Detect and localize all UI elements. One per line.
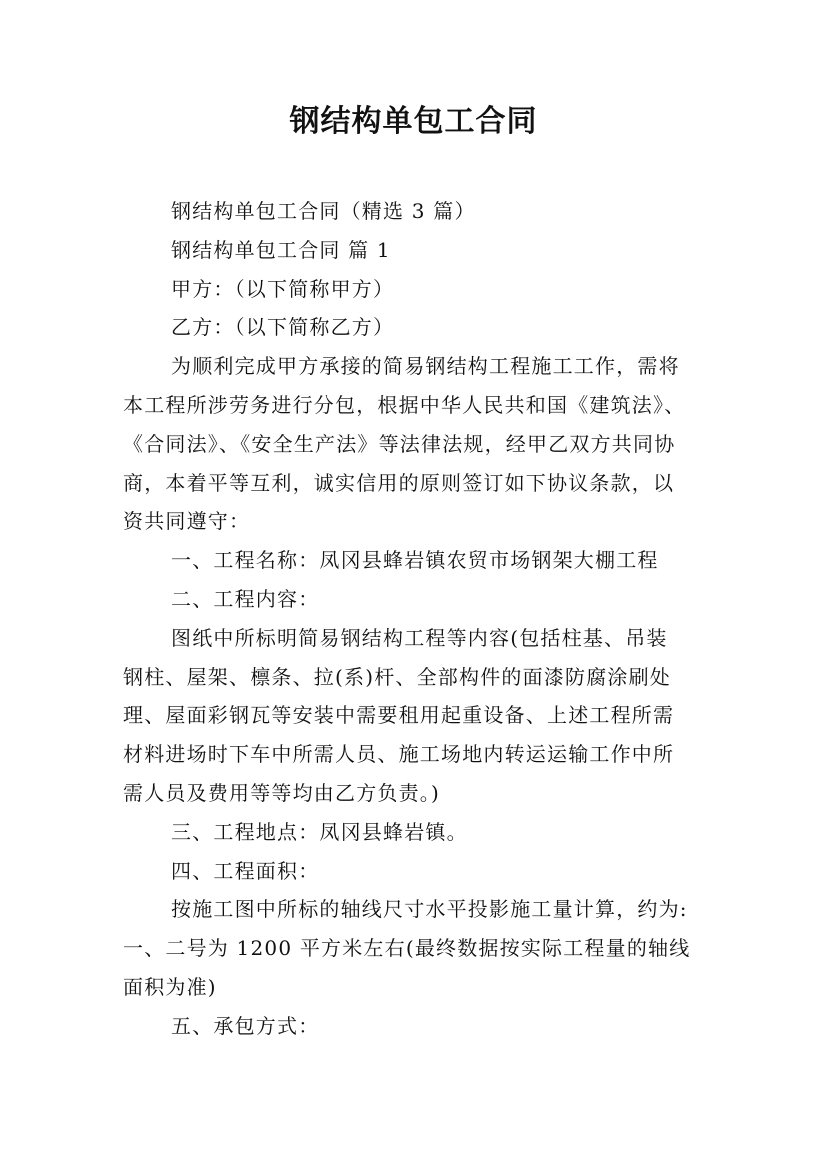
document-line: 二、工程内容： — [171, 586, 320, 611]
document-line: 材料进场时下车中所需人员、施工场地内转运运输工作中所 — [123, 742, 675, 767]
document-line: 钢结构单包工合同（精选 3 篇） — [171, 199, 476, 223]
document-line: 钢柱、屋架、檩条、拉(系)杆、全部构件的面漆防腐涂刷处 — [123, 664, 672, 689]
document-line: 四、工程面积： — [171, 858, 320, 883]
document-line: 按施工图中所标的轴线尺寸水平投影施工量计算，约为: — [171, 897, 688, 922]
document-title: 钢结构单包工合同 — [289, 104, 538, 139]
document-line: 为顺利完成甲方承接的简易钢结构工程施工工作，需将 — [171, 354, 680, 379]
document-line: 本工程所涉劳务进行分包，根据中华人民共和国《建筑法》、 — [123, 392, 686, 417]
document-body — [123, 192, 713, 1046]
document-line: 《合同法》、《安全生产法》等法律法规，经甲乙双方共同协 — [123, 431, 676, 456]
document-line: 商，本着平等互利，诚实信用的原则签订如下协议条款，以 — [123, 470, 675, 495]
document-line: 图纸中所标明简易钢结构工程等内容(包括柱基、吊装 — [171, 625, 668, 650]
document-line: 甲方：（以下简称甲方） — [171, 276, 395, 301]
document-line: 一、二号为 1200 平方米左右(最终数据按实际工程量的轴线 — [123, 936, 691, 961]
document-line: 面积为准) — [123, 974, 217, 999]
document-line: 乙方：（以下简称乙方） — [171, 315, 395, 340]
document-line: 理、屋面彩钢瓦等安装中需要租用起重设备、上述工程所需 — [123, 703, 675, 728]
document-line: 需人员及费用等等均由乙方负责。) — [123, 780, 441, 805]
document-line: 五、承包方式： — [171, 1013, 320, 1038]
document-line: 三、工程地点：凤冈县蜂岩镇。 — [171, 819, 468, 844]
document-line: 钢结构单包工合同 篇 1 — [171, 237, 391, 262]
document-line: 资共同遵守： — [123, 509, 251, 534]
document-line: 一、工程名称：凤冈县蜂岩镇农贸市场钢架大棚工程 — [171, 548, 659, 573]
